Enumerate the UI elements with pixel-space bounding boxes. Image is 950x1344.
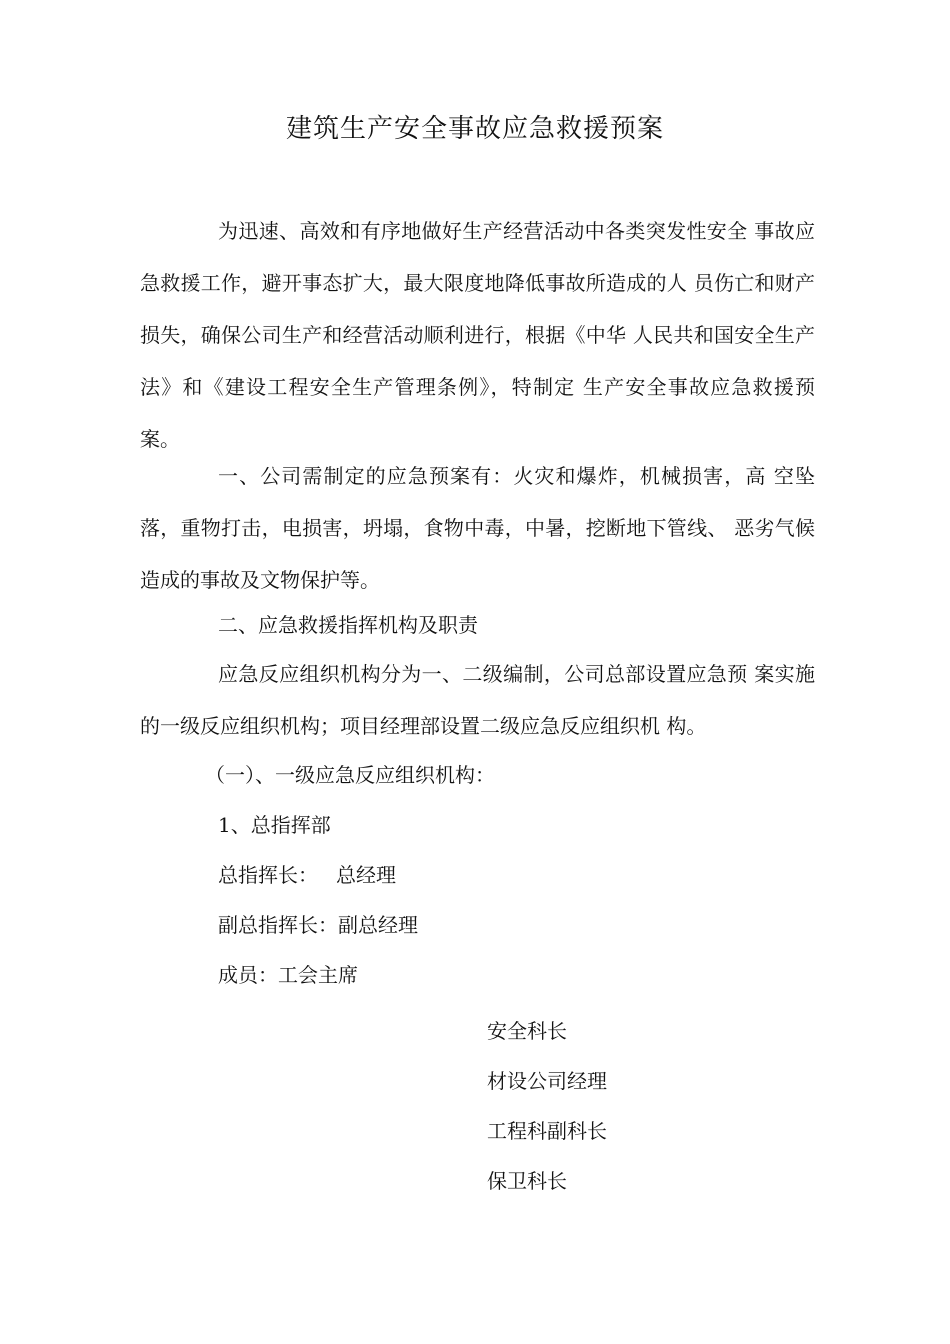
commander-value: 总经理 <box>336 863 396 887</box>
commander-line <box>218 860 396 890</box>
section-2-paragraph: 应急反应组织机构分为一、二级编制，公司总部设置应急预 案实施的一级反应组织机构；项目经理部设置二级应急反应组织机 构。 <box>140 662 815 738</box>
item-1-heading: 1、总指挥部 <box>218 813 331 837</box>
intro-paragraph: 为迅速、高效和有序地做好生产经营活动中各类突发性安全 事故应急救援工作，避开事态扩大，最大限度地降低事故所造成的人 员伤亡和财产损失，确保公司生产和经营活动顺利进行，根据《中华 人民共和国安全生产法》和《建设工程安全生产管理条例》，特制定 生产安全事故应急救援预案。 <box>140 219 815 451</box>
member-item: 工程科副科长 <box>487 1119 607 1143</box>
commander-label: 总指挥长： <box>218 863 318 887</box>
section-1-paragraph: 一、公司需制定的应急预案有：火灾和爆炸，机械损害，高 空坠落，重物打击，电损害，坍塌，食物中毒，中暑，挖断地下管线、 恶劣气候造成的事故及文物保护等。 <box>140 464 815 592</box>
vice-commander-line: 副总指挥长：副总经理 <box>218 913 418 937</box>
section-2-heading: 二、应急救援指挥机构及职责 <box>218 613 478 637</box>
document-title: 建筑生产安全事故应急救援预案 <box>285 114 664 144</box>
member-item: 安全科长 <box>487 1019 567 1043</box>
member-item: 材设公司经理 <box>487 1069 607 1093</box>
subsection-1-heading: （一）、一级应急反应组织机构： <box>205 763 495 787</box>
members-line: 成员：工会主席 <box>218 963 358 987</box>
member-item: 保卫科长 <box>487 1169 567 1193</box>
